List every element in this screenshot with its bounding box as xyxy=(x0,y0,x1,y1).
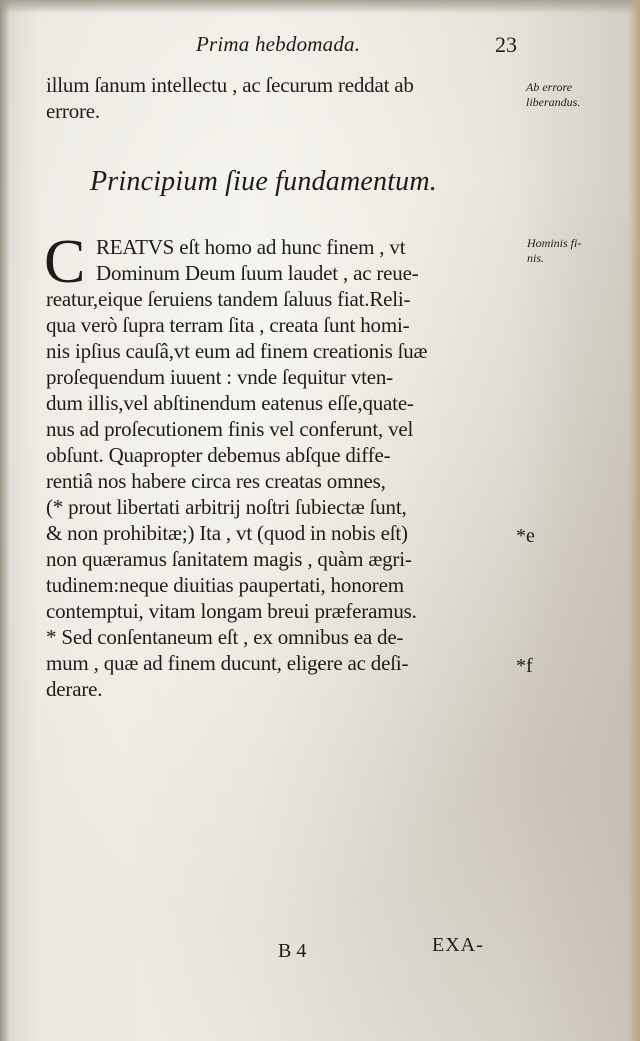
body-line: & non prohibitæ;) Ita , vt (quod in nobis eſt) xyxy=(46,521,408,545)
body-line: obſunt. Quapropter debemus abſque diffe- xyxy=(46,443,391,467)
footnote-marker-f: *f xyxy=(516,655,533,677)
margin-note-hominis-finis xyxy=(527,236,581,266)
margin-note-line: Ab errore xyxy=(526,80,573,94)
body-line: mum , quæ ad finem ducunt, eligere ac deſi- xyxy=(46,651,409,675)
body-line: reatur,eique ſeruiens tandem ſaluus fiat.Reli- xyxy=(46,287,411,311)
body-line: derare. xyxy=(46,677,103,701)
body-line: REATVS eſt homo ad hunc finem , vt xyxy=(96,235,406,259)
body-line: (* prout libertati arbitrij noſtri ſubiectæ ſunt, xyxy=(46,495,407,519)
body-line: * Sed conſentaneum eſt , ex omnibus ea de- xyxy=(46,625,404,649)
page-edge-stain xyxy=(628,0,640,1041)
margin-note-ab-errore xyxy=(526,80,580,110)
body-line: qua verò ſupra terram ſita , creata ſunt homi- xyxy=(46,313,410,337)
body-line: non quæramus ſanitatem magis , quàm ægri- xyxy=(46,547,412,571)
body-line: nis ipſius cauſâ,vt eum ad finem creationis ſuæ xyxy=(46,339,428,363)
margin-note-line: Hominis fi- xyxy=(527,236,582,250)
body-line: Dominum Deum ſuum laudet , ac reue- xyxy=(96,261,419,285)
signature-mark: B 4 xyxy=(278,940,307,962)
body-text xyxy=(44,228,526,702)
intro-line: errore. xyxy=(46,99,100,123)
margin-note-line: liberandus. xyxy=(526,95,581,109)
body-line: rentiâ nos habere circa res creatas omnes, xyxy=(46,469,386,493)
section-heading: Principium ſiue fundamentum. xyxy=(90,166,438,197)
page-number: 23 xyxy=(495,32,517,57)
catchword: EXA- xyxy=(432,934,484,956)
body-line: proſequendum iuuent : vnde ſequitur vten- xyxy=(46,365,393,389)
body-line: nus ad proſecutionem finis vel conferunt, vel xyxy=(46,417,414,441)
footnote-marker-e: *e xyxy=(516,525,535,547)
intro-line: illum ſanum intellectu , ac ſecurum reddat ab xyxy=(46,73,414,97)
drop-cap: C xyxy=(44,228,86,296)
running-head: Prima hebdomada. xyxy=(196,32,361,56)
body-line: dum illis,vel abſtinendum eatenus eſſe,quate- xyxy=(46,391,414,415)
margin-note-line: nis. xyxy=(527,251,545,265)
page-gutter-shadow xyxy=(0,0,10,1041)
body-line: contemptui, vitam longam breui præferamus. xyxy=(46,599,417,623)
intro-text xyxy=(46,72,526,124)
body-line: tudinem:neque diuitias paupertati, honorem xyxy=(46,573,404,597)
